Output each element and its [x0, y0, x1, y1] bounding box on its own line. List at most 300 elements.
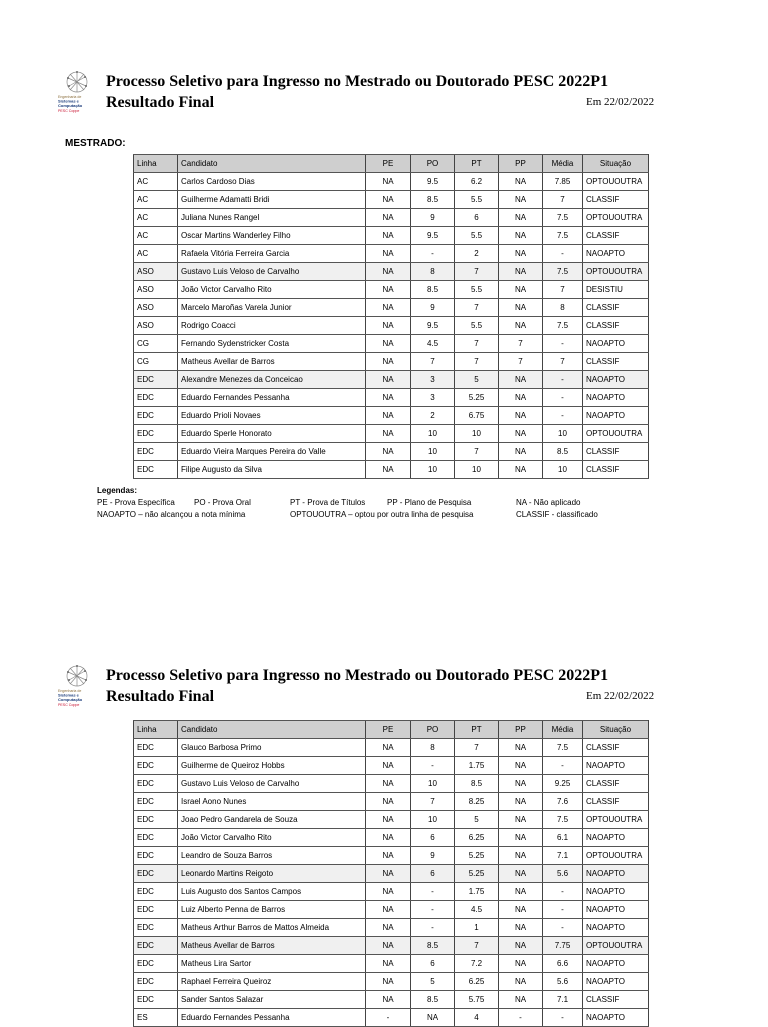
table-row: [134, 389, 649, 407]
cell-pt: 10: [455, 425, 499, 443]
cell-situacao: CLASSIF: [583, 191, 649, 209]
cell-situacao: NAOAPTO: [583, 335, 649, 353]
cell-po: 4.5: [411, 335, 455, 353]
cell-pe: NA: [366, 901, 411, 919]
cell-pp: NA: [499, 829, 543, 847]
cell-pp: NA: [499, 775, 543, 793]
cell-media: 7: [543, 191, 583, 209]
cell-pp: NA: [499, 973, 543, 991]
cell-situacao: OPTOUOUTRA: [583, 847, 649, 865]
cell-pe: NA: [366, 335, 411, 353]
cell-linha: AC: [134, 173, 178, 191]
cell-candidato: Gustavo Luis Veloso de Carvalho: [178, 775, 366, 793]
cell-pe: NA: [366, 919, 411, 937]
cell-pe: NA: [366, 299, 411, 317]
cell-linha: EDC: [134, 775, 178, 793]
cell-po: 5: [411, 973, 455, 991]
cell-candidato: Eduardo Fernandes Pessanha: [178, 1009, 366, 1027]
cell-pt: 6.2: [455, 173, 499, 191]
cell-candidato: Joao Pedro Gandarela de Souza: [178, 811, 366, 829]
cell-situacao: DESISTIU: [583, 281, 649, 299]
cell-pt: 5: [455, 811, 499, 829]
table-row: [134, 263, 649, 281]
cell-candidato: Leonardo Martins Reigoto: [178, 865, 366, 883]
cell-pe: NA: [366, 793, 411, 811]
legend: [97, 485, 657, 521]
cell-linha: EDC: [134, 937, 178, 955]
cell-linha: EDC: [134, 443, 178, 461]
cell-candidato: Matheus Arthur Barros de Mattos Almeida: [178, 919, 366, 937]
table-row: [134, 209, 649, 227]
table-row: [134, 317, 649, 335]
cell-pe: -: [366, 1009, 411, 1027]
cell-media: 7: [543, 281, 583, 299]
cell-media: 7.5: [543, 227, 583, 245]
cell-candidato: Israel Aono Nunes: [178, 793, 366, 811]
column-header-candidato: Candidato: [178, 721, 366, 739]
table-row: [134, 919, 649, 937]
cell-situacao: NAOAPTO: [583, 829, 649, 847]
cell-po: 6: [411, 865, 455, 883]
column-header-linha: Linha: [134, 721, 178, 739]
legend-po: PO - Prova Oral: [194, 498, 251, 507]
cell-po: 2: [411, 407, 455, 425]
column-header-candidato: Candidato: [178, 155, 366, 173]
title-line-1: Processo Seletivo para Ingresso no Mestrado ou Doutorado PESC 2022P1: [106, 73, 609, 90]
cell-candidato: Eduardo Prioli Novaes: [178, 407, 366, 425]
table-row: [134, 299, 649, 317]
column-header-po: PO: [411, 721, 455, 739]
cell-pp: NA: [499, 425, 543, 443]
cell-linha: EDC: [134, 901, 178, 919]
cell-media: 10: [543, 425, 583, 443]
cell-candidato: Sander Santos Salazar: [178, 991, 366, 1009]
cell-linha: CG: [134, 353, 178, 371]
pesc-coppe-logo-2: [56, 664, 98, 710]
cell-po: 3: [411, 389, 455, 407]
cell-pp: NA: [499, 209, 543, 227]
column-header-pp: PP: [499, 155, 543, 173]
cell-candidato: Marcelo Maroñas Varela Junior: [178, 299, 366, 317]
table-row: [134, 227, 649, 245]
cell-media: 8.5: [543, 443, 583, 461]
cell-pe: NA: [366, 847, 411, 865]
legend-pp: PP - Plano de Pesquisa: [387, 498, 472, 507]
date-label: Em 22/02/2022: [586, 96, 655, 108]
cell-situacao: NAOAPTO: [583, 883, 649, 901]
cell-po: 8: [411, 263, 455, 281]
cell-candidato: Guilherme Adamatti Bridi: [178, 191, 366, 209]
title-line-2: Resultado Final: [106, 94, 215, 111]
table-row: [134, 955, 649, 973]
column-header-pp: PP: [499, 721, 543, 739]
cell-pe: NA: [366, 973, 411, 991]
cell-po: 8: [411, 739, 455, 757]
cell-po: -: [411, 883, 455, 901]
cell-situacao: CLASSIF: [583, 353, 649, 371]
cell-media: -: [543, 757, 583, 775]
page-title: [106, 71, 608, 113]
column-header-media: Média: [543, 721, 583, 739]
cell-media: -: [543, 901, 583, 919]
cell-pe: NA: [366, 353, 411, 371]
cell-media: -: [543, 407, 583, 425]
cell-media: 7.1: [543, 991, 583, 1009]
cell-media: 7.5: [543, 209, 583, 227]
cell-po: 10: [411, 775, 455, 793]
cell-media: 7.5: [543, 263, 583, 281]
cell-media: -: [543, 1009, 583, 1027]
cell-candidato: João Victor Carvalho Rito: [178, 281, 366, 299]
svg-text:Engenharia de: Engenharia de: [58, 689, 82, 693]
legend-naoapto: NAOAPTO – não alcançou a nota mínima: [97, 510, 246, 519]
cell-po: 9: [411, 299, 455, 317]
table-row: [134, 407, 649, 425]
cell-pt: 5.25: [455, 865, 499, 883]
svg-text:PESC Coppe: PESC Coppe: [58, 703, 80, 707]
legend-pe: PE - Prova Específica: [97, 498, 175, 507]
cell-pt: 5.5: [455, 191, 499, 209]
column-header-po: PO: [411, 155, 455, 173]
cell-pt: 5.75: [455, 991, 499, 1009]
cell-pe: NA: [366, 173, 411, 191]
cell-pp: NA: [499, 955, 543, 973]
title-line-2: Resultado Final: [106, 688, 215, 705]
cell-situacao: CLASSIF: [583, 299, 649, 317]
column-header-pe: PE: [366, 721, 411, 739]
cell-pt: 6: [455, 209, 499, 227]
cell-pt: 4.5: [455, 901, 499, 919]
cell-pt: 6.75: [455, 407, 499, 425]
cell-linha: EDC: [134, 883, 178, 901]
cell-media: -: [543, 335, 583, 353]
cell-pp: NA: [499, 883, 543, 901]
cell-po: 10: [411, 443, 455, 461]
table-row: [134, 281, 649, 299]
table-row: [134, 335, 649, 353]
table-row: [134, 847, 649, 865]
cell-media: 7.85: [543, 173, 583, 191]
cell-linha: ES: [134, 1009, 178, 1027]
cell-po: 10: [411, 461, 455, 479]
cell-pp: NA: [499, 461, 543, 479]
cell-pe: NA: [366, 955, 411, 973]
cell-candidato: Eduardo Sperle Honorato: [178, 425, 366, 443]
cell-candidato: Luiz Alberto Penna de Barros: [178, 901, 366, 919]
cell-media: 8: [543, 299, 583, 317]
legend-optououtra: OPTOUOUTRA – optou por outra linha de pesquisa: [290, 510, 474, 519]
table-row: [134, 371, 649, 389]
cell-situacao: NAOAPTO: [583, 245, 649, 263]
page-title-2: [106, 665, 608, 707]
column-header-media: Média: [543, 155, 583, 173]
cell-candidato: Eduardo Fernandes Pessanha: [178, 389, 366, 407]
cell-linha: ASO: [134, 263, 178, 281]
cell-pp: NA: [499, 811, 543, 829]
cell-pp: NA: [499, 245, 543, 263]
cell-pt: 5.25: [455, 847, 499, 865]
cell-pt: 5.5: [455, 281, 499, 299]
cell-linha: EDC: [134, 829, 178, 847]
cell-pp: NA: [499, 443, 543, 461]
cell-situacao: NAOAPTO: [583, 371, 649, 389]
cell-situacao: OPTOUOUTRA: [583, 811, 649, 829]
cell-pe: NA: [366, 371, 411, 389]
column-header-pe: PE: [366, 155, 411, 173]
cell-pe: NA: [366, 443, 411, 461]
cell-media: -: [543, 389, 583, 407]
svg-text:Sistemas e: Sistemas e: [58, 98, 79, 104]
cell-candidato: Filipe Augusto da Silva: [178, 461, 366, 479]
cell-pt: 1.75: [455, 883, 499, 901]
cell-pe: NA: [366, 865, 411, 883]
cell-media: 10: [543, 461, 583, 479]
cell-linha: AC: [134, 227, 178, 245]
cell-pp: 7: [499, 353, 543, 371]
cell-po: 9: [411, 847, 455, 865]
legend-na: NA - Não aplicado: [516, 498, 581, 507]
legend-pt: PT - Prova de Títulos: [290, 498, 366, 507]
cell-po: 10: [411, 425, 455, 443]
table-row: [134, 173, 649, 191]
cell-pp: NA: [499, 227, 543, 245]
cell-po: 6: [411, 955, 455, 973]
cell-media: 7.1: [543, 847, 583, 865]
cell-linha: EDC: [134, 955, 178, 973]
cell-po: 9.5: [411, 317, 455, 335]
cell-pe: NA: [366, 209, 411, 227]
cell-pp: NA: [499, 281, 543, 299]
cell-candidato: Raphael Ferreira Queiroz: [178, 973, 366, 991]
cell-pt: 6.25: [455, 829, 499, 847]
table-row: [134, 901, 649, 919]
cell-situacao: CLASSIF: [583, 227, 649, 245]
cell-linha: AC: [134, 245, 178, 263]
cell-pt: 5.25: [455, 389, 499, 407]
table-row: [134, 829, 649, 847]
cell-candidato: Matheus Lira Sartor: [178, 955, 366, 973]
cell-pp: NA: [499, 299, 543, 317]
cell-pe: NA: [366, 245, 411, 263]
cell-situacao: CLASSIF: [583, 991, 649, 1009]
svg-text:Sistemas e: Sistemas e: [58, 692, 79, 698]
cell-media: 6.1: [543, 829, 583, 847]
cell-pt: 10: [455, 461, 499, 479]
cell-pe: NA: [366, 263, 411, 281]
table-row: [134, 775, 649, 793]
column-header-pt: PT: [455, 721, 499, 739]
cell-po: 7: [411, 793, 455, 811]
cell-po: 8.5: [411, 937, 455, 955]
cell-candidato: Rodrigo Coacci: [178, 317, 366, 335]
table-row: [134, 883, 649, 901]
cell-pe: NA: [366, 191, 411, 209]
cell-candidato: Fernando Sydenstricker Costa: [178, 335, 366, 353]
cell-po: 6: [411, 829, 455, 847]
column-header-situacao: Situação: [583, 721, 649, 739]
cell-candidato: Leandro de Souza Barros: [178, 847, 366, 865]
cell-media: 7.5: [543, 739, 583, 757]
cell-pe: NA: [366, 937, 411, 955]
date-label-2: Em 22/02/2022: [586, 690, 655, 702]
cell-pe: NA: [366, 775, 411, 793]
table-row: [134, 739, 649, 757]
cell-pp: NA: [499, 757, 543, 775]
cell-pt: 7.2: [455, 955, 499, 973]
cell-pp: -: [499, 1009, 543, 1027]
cell-po: 10: [411, 811, 455, 829]
cell-po: -: [411, 245, 455, 263]
table-header-row: [134, 155, 649, 173]
table-row: [134, 811, 649, 829]
cell-pe: NA: [366, 829, 411, 847]
cell-pt: 7: [455, 443, 499, 461]
cell-pt: 5.5: [455, 227, 499, 245]
legend-title: Legendas:: [97, 486, 138, 495]
cell-po: 8.5: [411, 991, 455, 1009]
cell-media: 7.5: [543, 811, 583, 829]
cell-linha: ASO: [134, 317, 178, 335]
cell-media: -: [543, 883, 583, 901]
cell-linha: EDC: [134, 757, 178, 775]
cell-po: -: [411, 919, 455, 937]
cell-pp: NA: [499, 263, 543, 281]
pesc-coppe-logo: [56, 70, 98, 116]
cell-linha: EDC: [134, 425, 178, 443]
cell-situacao: OPTOUOUTRA: [583, 425, 649, 443]
cell-pt: 7: [455, 739, 499, 757]
cell-pt: 7: [455, 335, 499, 353]
cell-pp: NA: [499, 793, 543, 811]
cell-situacao: NAOAPTO: [583, 919, 649, 937]
results-table-2: [133, 720, 649, 1027]
cell-pe: NA: [366, 317, 411, 335]
cell-candidato: Gustavo Luis Veloso de Carvalho: [178, 263, 366, 281]
cell-linha: EDC: [134, 973, 178, 991]
cell-situacao: CLASSIF: [583, 775, 649, 793]
cell-candidato: Carlos Cardoso Dias: [178, 173, 366, 191]
cell-linha: EDC: [134, 865, 178, 883]
cell-pt: 5: [455, 371, 499, 389]
svg-text:PESC Coppe: PESC Coppe: [58, 109, 80, 113]
cell-po: -: [411, 901, 455, 919]
cell-pe: NA: [366, 739, 411, 757]
cell-linha: ASO: [134, 281, 178, 299]
cell-pe: NA: [366, 757, 411, 775]
cell-linha: EDC: [134, 739, 178, 757]
cell-pe: NA: [366, 991, 411, 1009]
cell-pe: NA: [366, 389, 411, 407]
cell-media: 7.6: [543, 793, 583, 811]
cell-pt: 7: [455, 937, 499, 955]
cell-linha: EDC: [134, 811, 178, 829]
cell-po: 3: [411, 371, 455, 389]
cell-pe: NA: [366, 883, 411, 901]
results-table-1: [133, 154, 649, 479]
cell-media: -: [543, 371, 583, 389]
column-header-linha: Linha: [134, 155, 178, 173]
cell-situacao: CLASSIF: [583, 317, 649, 335]
cell-pe: NA: [366, 281, 411, 299]
table-row: [134, 461, 649, 479]
table-row: [134, 245, 649, 263]
cell-pe: NA: [366, 227, 411, 245]
svg-text:Computação: Computação: [58, 697, 83, 702]
cell-pt: 7: [455, 263, 499, 281]
cell-linha: AC: [134, 191, 178, 209]
section-title: MESTRADO:: [65, 138, 126, 149]
cell-pt: 8.5: [455, 775, 499, 793]
cell-linha: CG: [134, 335, 178, 353]
cell-linha: ASO: [134, 299, 178, 317]
cell-po: 8.5: [411, 191, 455, 209]
cell-media: 5.6: [543, 973, 583, 991]
column-header-situacao: Situação: [583, 155, 649, 173]
cell-situacao: OPTOUOUTRA: [583, 209, 649, 227]
cell-situacao: NAOAPTO: [583, 757, 649, 775]
cell-linha: EDC: [134, 461, 178, 479]
cell-po: 8.5: [411, 281, 455, 299]
cell-media: 7: [543, 353, 583, 371]
cell-situacao: OPTOUOUTRA: [583, 263, 649, 281]
cell-situacao: CLASSIF: [583, 443, 649, 461]
cell-situacao: NAOAPTO: [583, 407, 649, 425]
cell-pt: 8.25: [455, 793, 499, 811]
cell-candidato: Alexandre Menezes da Conceicao: [178, 371, 366, 389]
cell-linha: EDC: [134, 793, 178, 811]
cell-situacao: NAOAPTO: [583, 389, 649, 407]
cell-pp: NA: [499, 389, 543, 407]
cell-media: -: [543, 919, 583, 937]
cell-situacao: CLASSIF: [583, 461, 649, 479]
table-row: [134, 991, 649, 1009]
cell-pp: NA: [499, 407, 543, 425]
table-header-row: [134, 721, 649, 739]
cell-candidato: Rafaela Vitória Ferreira Garcia: [178, 245, 366, 263]
cell-linha: EDC: [134, 991, 178, 1009]
cell-pp: NA: [499, 317, 543, 335]
cell-po: 9.5: [411, 173, 455, 191]
cell-media: -: [543, 245, 583, 263]
cell-pe: NA: [366, 407, 411, 425]
cell-candidato: Juliana Nunes Rangel: [178, 209, 366, 227]
cell-po: 9: [411, 209, 455, 227]
table-row: [134, 937, 649, 955]
cell-linha: EDC: [134, 407, 178, 425]
cell-candidato: Eduardo Vieira Marques Pereira do Valle: [178, 443, 366, 461]
cell-po: 7: [411, 353, 455, 371]
cell-pp: NA: [499, 739, 543, 757]
table-row: [134, 973, 649, 991]
cell-media: 6.6: [543, 955, 583, 973]
cell-pp: 7: [499, 335, 543, 353]
cell-media: 5.6: [543, 865, 583, 883]
cell-situacao: CLASSIF: [583, 793, 649, 811]
cell-pt: 5.5: [455, 317, 499, 335]
table-row: [134, 865, 649, 883]
cell-po: 9.5: [411, 227, 455, 245]
title-line-1: Processo Seletivo para Ingresso no Mestrado ou Doutorado PESC 2022P1: [106, 667, 609, 684]
cell-linha: EDC: [134, 371, 178, 389]
table-row: [134, 793, 649, 811]
cell-situacao: NAOAPTO: [583, 973, 649, 991]
cell-candidato: Glauco Barbosa Primo: [178, 739, 366, 757]
cell-linha: EDC: [134, 919, 178, 937]
cell-pt: 1.75: [455, 757, 499, 775]
cell-media: 7.75: [543, 937, 583, 955]
cell-situacao: NAOAPTO: [583, 901, 649, 919]
table-row: [134, 757, 649, 775]
